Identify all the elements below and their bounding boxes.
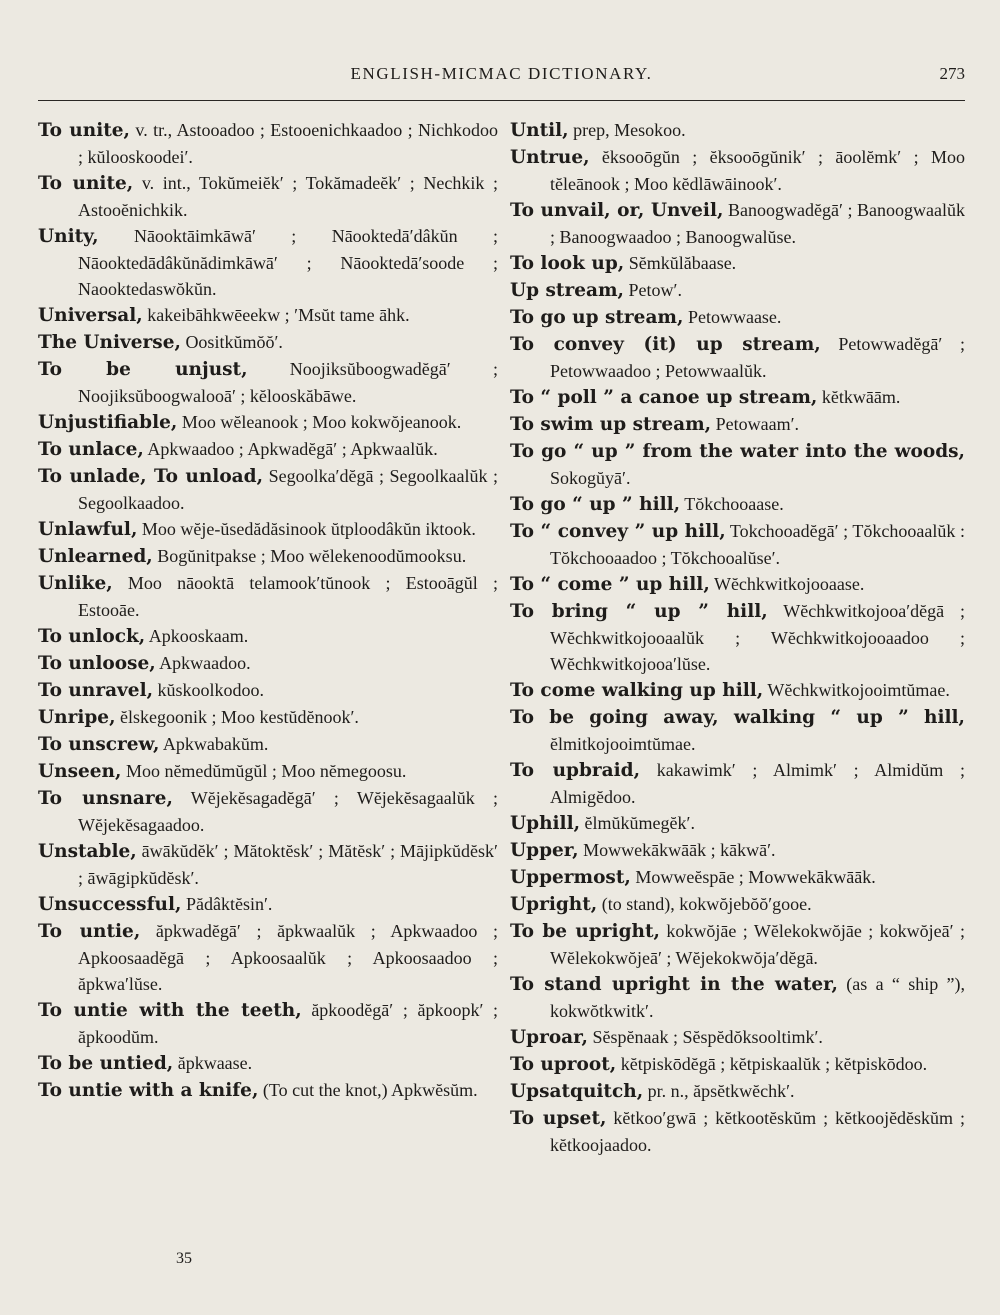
dictionary-entry [38,436,498,463]
entry-definition: kokwŏjāe ; Wĕlekokwŏjāe ; kokwŏjeā′ ; Wĕlekokwŏjeā′ ; Wĕjekokwŏja′dĕgā. [550,921,965,968]
entry-headword: To uproot, [510,1054,617,1075]
dictionary-entry [510,677,965,704]
entry-definition: ăpkoodĕgā′ ; ăpkoopk′ ; ăpkoodŭm. [78,1000,498,1047]
dictionary-entry [510,384,965,411]
entry-headword: To unravel, [38,680,154,701]
entry-definition: Nāooktāimkāwā′ ; Nāooktedā′dâkŭn ; Nāooktedādâkŭnădimkāwā′ ; Nāooktedā′soode ; Naooktedaswŏkŭn. [78,226,498,299]
entry-definition: Sĕspĕnaak ; Sĕspĕdŏksooltimk′. [587,1027,823,1047]
entry-headword: Upsatquitch, [510,1081,644,1102]
dictionary-entry [38,170,498,223]
entry-headword: To convey (it) up stream, [510,334,821,355]
dictionary-entry [510,757,965,810]
entry-definition: Wĕjekĕsagadĕgā′ ; Wĕjekĕsagaalŭk ; Wĕjekĕsagaadoo. [78,788,499,835]
entry-headword: Unsuccessful, [38,894,182,915]
entry-headword: To swim up stream, [510,414,712,435]
entry-headword: The Universe, [38,332,181,353]
signature-mark: 35 [176,1250,192,1267]
entry-headword: To unloose, [38,653,156,674]
entry-headword: To go up stream, [510,307,684,328]
dictionary-entry [510,1105,965,1158]
entry-definition: (To cut the knot,) Apkwĕsŭm. [258,1080,478,1100]
entry-definition: Moo wĕje-ŭsedădăsinook ŭtploodâkŭn iktook. [137,519,476,539]
entry-definition: Petowwadĕgā′ ; Petowwaadoo ; Petowwaalŭk. [550,334,965,381]
entry-definition: Moo nĕmedŭmŭgŭl ; Moo nĕmegoosu. [121,761,407,781]
dictionary-entry [38,918,498,997]
entry-definition: Moo wĕleanook ; Moo kokwŏjeanook. [177,412,462,432]
dictionary-entry [38,117,498,170]
dictionary-entry [510,1051,965,1078]
entry-definition: ăpkwadĕgā′ ; ăpkwaalŭk ; Apkwaadoo ; Apkoosaadĕgā ; Apkoosaalŭk ; Apkoosaadoo ; ăpkwa′lŭse. [78,921,498,994]
dictionary-entry [510,864,965,891]
dictionary-entry [510,331,965,384]
entry-definition: Apkwaadoo. [155,653,251,673]
dictionary-entry [38,891,498,918]
entry-headword: To unlace, [38,439,144,460]
entry-definition: prep, Mesokoo. [568,120,686,140]
dictionary-entry [38,650,498,677]
entry-definition: Tŏkchooaase. [680,494,784,514]
dictionary-entry [510,571,965,598]
entry-headword: To be unjust, [38,359,248,380]
entry-definition: Petowwaase. [683,307,782,327]
dictionary-entry [38,302,498,329]
entry-definition: Apkwabakŭm. [159,734,269,754]
entry-headword: To untie, [38,921,141,942]
dictionary-entry [38,677,498,704]
entry-definition: Petowaam′. [711,414,800,434]
dictionary-entry [510,837,965,864]
dictionary-entry [510,1078,965,1105]
dictionary-entry [38,704,498,731]
entry-headword: Unseen, [38,761,122,782]
entry-headword: To “ convey ” up hill, [510,521,726,542]
entry-headword: Unjustifiable, [38,412,178,433]
dictionary-entry [510,438,965,491]
dictionary-entry [38,543,498,570]
entry-definition: ĕksooōgŭn ; ĕksooōgŭnik′ ; āoolĕmk′ ; Moo tĕleānook ; Moo kĕdlāwāinook′. [550,147,965,194]
entry-headword: To bring “ up ” hill, [510,601,768,622]
entry-definition: Petow′. [624,280,682,300]
entry-headword: Unlearned, [38,546,153,567]
entry-definition: pr. n., ăpsĕtkwĕchk′. [643,1081,795,1101]
entry-headword: To “ poll ” a canoe up stream, [510,387,818,408]
dictionary-entry [38,223,498,302]
entry-definition: Moo nāooktā telamook′tŭnook ; Estooāgŭl ; Estooāe. [78,573,498,620]
entry-headword: To go “ up ” hill, [510,494,681,515]
entry-definition: kŭskoolkodoo. [153,680,265,700]
dictionary-entry [38,409,498,436]
dictionary-entry [510,250,965,277]
entry-definition: Wĕchkwitkojooaase. [709,574,865,594]
entry-headword: To be upright, [510,921,660,942]
entry-headword: To unite, [38,173,134,194]
dictionary-entry [510,918,965,971]
dictionary-entry [510,971,965,1024]
entry-headword: To be going away, walking “ up ” hill, [510,707,965,728]
dictionary-entry [38,356,498,409]
entry-definition: Wĕchkwitkojooimtŭmae. [763,680,950,700]
entry-headword: Uppermost, [510,867,631,888]
entry-definition: (as a “ ship ”), kokwŏtkwitk′. [550,974,965,1021]
dictionary-entry [510,144,965,197]
dictionary-entry [38,623,498,650]
entry-headword: Untrue, [510,147,590,168]
dictionary-entry [38,1077,498,1104]
dictionary-entry [510,598,965,677]
dictionary-entry [510,411,965,438]
dictionary-entry [38,758,498,785]
entry-definition: v. tr., Astooadoo ; Estooenichkaadoo ; Nichkodoo ; kŭlooskoodei′. [78,120,498,167]
entry-definition: Segoolka′dĕgā ; Segoolkaalŭk ; Segoolkaadoo. [78,466,499,513]
entry-definition: kakeibāhkwēeekw ; ′Msŭt tame āhk. [142,305,410,325]
dictionary-entry [38,329,498,356]
entry-headword: Uproar, [510,1027,588,1048]
dictionary-entry [510,518,965,571]
dictionary-entry [510,197,965,250]
entry-definition: v. int., Tokŭmeiĕk′ ; Tokămadeĕk′ ; Nechkik ; Astooĕnichkik. [78,173,498,220]
entry-headword: To unvail, or, Unveil, [510,200,724,221]
dictionary-entry [38,838,498,891]
right-column [510,117,965,1158]
entry-headword: Universal, [38,305,143,326]
entry-headword: Uphill, [510,813,581,834]
entry-definition: (to stand), kokwŏjebŏŏ′gooe. [597,894,812,914]
entry-definition: ĕlskegoonik ; Moo kestŭdĕnook′. [115,707,359,727]
dictionary-entry [38,731,498,758]
left-column [38,117,498,1104]
page-header [38,58,965,94]
entry-definition: Bogŭnitpakse ; Moo wĕlekenoodŭmooksu. [152,546,467,566]
dictionary-entry [38,1050,498,1077]
dictionary-entry [510,810,965,837]
entry-headword: To untie with the teeth, [38,1000,302,1021]
dictionary-entry [510,1024,965,1051]
entry-definition: Apkwaadoo ; Apkwadĕgā′ ; Apkwaalŭk. [143,439,438,459]
entry-headword: Up stream, [510,280,624,301]
entry-headword: To unscrew, [38,734,160,755]
entry-definition: ăpkwaase. [173,1053,253,1073]
dictionary-entry [38,570,498,623]
entry-headword: Upright, [510,894,598,915]
header-rule [38,100,965,101]
entry-headword: Unripe, [38,707,116,728]
entry-definition: kĕtkwāām. [817,387,901,407]
entry-definition: Sokogŭyā′. [550,468,631,488]
entry-definition: Mowweĕspāe ; Mowwekākwāāk. [630,867,876,887]
entry-headword: Until, [510,120,569,141]
entry-headword: Unstable, [38,841,137,862]
entry-headword: To unlade, To unload, [38,466,264,487]
entry-headword: Unlawful, [38,519,138,540]
dictionary-entry [510,704,965,757]
entry-definition: Tokchooadĕgā′ ; Tŏkchooaalŭk : Tŏkchooaadoo ; Tŏkchooalŭse′. [550,521,966,568]
entry-definition: āwākŭdĕk′ ; Mătoktĕsk′ ; Mătĕsk′ ; Mājipkŭdĕsk′ ; āwāgipkŭdĕsk′. [78,841,498,888]
entry-headword: To untie with a knife, [38,1080,259,1101]
entry-headword: Upper, [510,840,579,861]
entry-definition: kakawimk′ ; Almimk′ ; Almidŭm ; Almigĕdoo. [550,760,965,807]
entry-headword: To unite, [38,120,130,141]
entry-headword: To come walking up hill, [510,680,764,701]
running-title: ENGLISH-MICMAC DICTIONARY. [350,64,653,83]
entry-definition: Banoogwadĕgā′ ; Banoogwaalŭk ; Banoogwaadoo ; Banoogwalŭse. [550,200,965,247]
entry-headword: To upbraid, [510,760,641,781]
page-number: 273 [939,64,965,83]
entry-definition: Pădâktĕsin′. [181,894,273,914]
entry-headword: Unlike, [38,573,113,594]
entry-definition: Noojiksŭboogwadĕgā′ ; Noojiksŭboogwalooā′ ; kĕlooskăbāwe. [78,359,498,406]
dictionary-entry [510,277,965,304]
entry-headword: To look up, [510,253,625,274]
dictionary-entry [510,491,965,518]
dictionary-entry [38,516,498,543]
dictionary-entry [38,463,498,516]
entry-definition: ĕlmitkojooimtŭmae. [550,734,696,754]
entry-definition: Wĕchkwitkojooa′dĕgā ; Wĕchkwitkojooaalŭk ; Wĕchkwitkojooaadoo ; Wĕchkwitkojooa′lŭse. [550,601,965,674]
dictionary-entry [510,117,965,144]
entry-headword: To unsnare, [38,788,173,809]
dictionary-entry [510,304,965,331]
entry-definition: ĕlmŭkŭmegĕk′. [580,813,695,833]
entry-headword: To “ come ” up hill, [510,574,710,595]
entry-headword: To unlock, [38,626,146,647]
dictionary-entry [510,891,965,918]
entry-definition: Apkooskaam. [145,626,249,646]
entry-definition: Mowwekākwāāk ; kākwā′. [578,840,776,860]
entry-headword: To upset, [510,1108,607,1129]
entry-definition: kĕtpiskōdĕgā ; kĕtpiskaalŭk ; kĕtpiskōdoo. [616,1054,928,1074]
entry-headword: Unity, [38,226,99,247]
entry-headword: To stand upright in the water, [510,974,838,995]
dictionary-entry [38,785,498,838]
entry-definition: kĕtkoo′gwā ; kĕtkootĕskŭm ; kĕtkoojĕdĕskŭm ; kĕtkoojaadoo. [550,1108,965,1155]
entry-headword: To go “ up ” from the water into the woods, [510,441,965,462]
entry-definition: Sĕmkŭlăbaase. [624,253,737,273]
entry-headword: To be untied, [38,1053,174,1074]
entry-definition: Oositkŭmŏŏ′. [180,332,283,352]
dictionary-entry [38,997,498,1050]
